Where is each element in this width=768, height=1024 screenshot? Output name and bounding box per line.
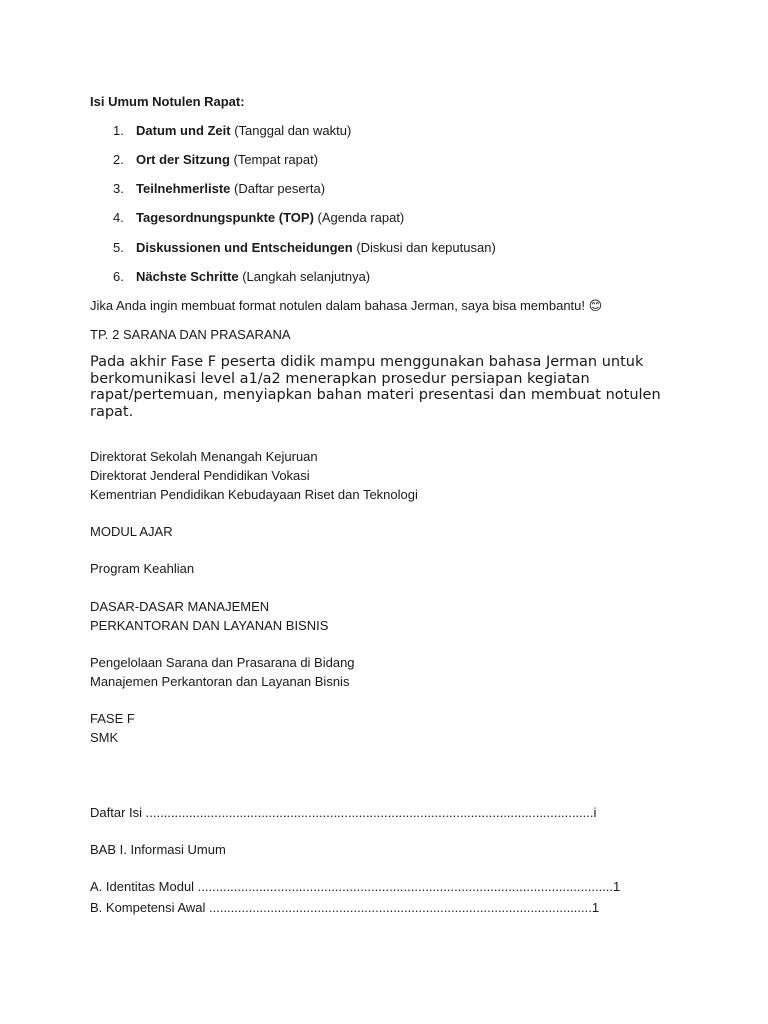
org-line: Kementrian Pendidikan Kebudayaan Riset dan Teknologi	[90, 487, 418, 502]
module-title: MODUL AJAR	[90, 524, 173, 539]
list-item-translation: (Langkah selanjutnya)	[238, 269, 371, 284]
list-item	[136, 269, 370, 285]
list-item-term: Teilnehmerliste	[136, 181, 231, 196]
list-number: 5.	[113, 240, 124, 255]
list-item-translation: (Tempat rapat)	[229, 152, 319, 167]
list-number: 4.	[113, 210, 124, 225]
list-item-term: Datum und Zeit	[136, 123, 231, 138]
toc-entry-bab-1[interactable]: BAB I. Informasi Umum	[90, 842, 226, 857]
list-item-translation: (Diskusi dan keputusan)	[352, 240, 496, 255]
subject-line: DASAR-DASAR MANAJEMEN	[90, 599, 270, 614]
org-line: Direktorat Sekolah Menangah Kejuruan	[90, 449, 318, 464]
list-item-translation: (Daftar peserta)	[230, 181, 326, 196]
tp-heading: TP. 2 SARANA DAN PRASARANA	[90, 327, 291, 342]
list-item-translation: (Agenda rapat)	[313, 210, 405, 225]
list-item-term: Diskussionen und Entscheidungen	[136, 240, 353, 255]
program-label: Program Keahlian	[90, 561, 195, 576]
phase-line: FASE F	[90, 711, 135, 726]
list-item	[136, 152, 318, 168]
toc-entry-daftar-isi[interactable]: Daftar Isi ............................................................................................................................i	[90, 805, 597, 820]
list-number: 3.	[113, 181, 124, 196]
subject-line: PERKANTORAN DAN LAYANAN BISNIS	[90, 618, 329, 633]
list-item-term: Ort der Sitzung	[136, 152, 230, 167]
school-type-line: SMK	[90, 730, 119, 745]
topic-line: Pengelolaan Sarana dan Prasarana di Bidang	[90, 655, 355, 670]
offer-text: Jika Anda ingin membuat format notulen dalam bahasa Jerman, saya bisa membantu! 😊	[90, 298, 603, 313]
list-number: 1.	[113, 123, 124, 138]
list-item-term: Nächste Schritte	[136, 269, 239, 284]
org-line: Direktorat Jenderal Pendidikan Vokasi	[90, 468, 310, 483]
list-item	[136, 240, 496, 256]
list-item	[136, 123, 351, 139]
learning-goal-paragraph: Pada akhir Fase F peserta didik mampu menggunakan bahasa Jerman untuk berkomunikasi level a1/a2 menerapkan prosedur persiapan kegiatan rapat/pertemuan, menyiapkan bahan materi presentasi dan membuat notulen rapat.	[90, 354, 661, 420]
list-item-translation: (Tanggal dan waktu)	[230, 123, 352, 138]
list-item-term: Tagesordnungspunkte (TOP)	[136, 210, 314, 225]
toc-entry-kompetensi-awal[interactable]: B. Kompetensi Awal ..........................................................................................................1	[90, 900, 600, 915]
topic-line: Manajemen Perkantoran dan Layanan Bisnis	[90, 674, 350, 689]
list-item	[136, 210, 404, 226]
section-heading: Isi Umum Notulen Rapat:	[90, 94, 245, 109]
list-number: 2.	[113, 152, 124, 167]
toc-entry-identitas-modul[interactable]: A. Identitas Modul ...................................................................................................................1	[90, 879, 621, 894]
list-number: 6.	[113, 269, 124, 284]
list-item	[136, 181, 325, 197]
